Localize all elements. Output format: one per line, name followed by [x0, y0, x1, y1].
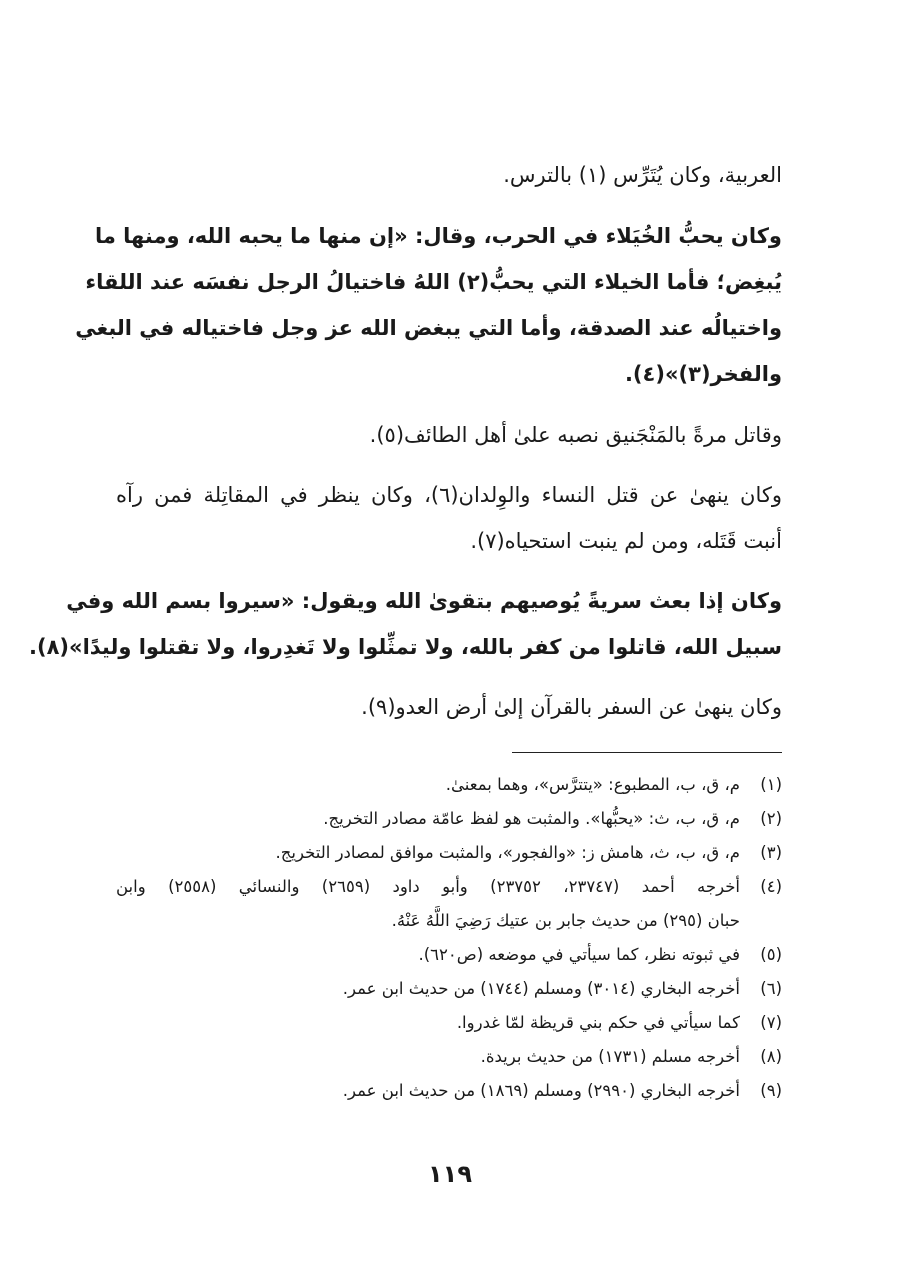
footnote-5: [116, 938, 782, 972]
text-line: والفخر(٣)»(٤).: [624, 362, 782, 386]
paragraph-2-hadith: [75, 213, 782, 351]
footnote-number: (٢): [760, 809, 782, 828]
paragraph-6: [361, 684, 782, 730]
footnote-number: (٧): [760, 1013, 782, 1032]
footnote-text: كما سيأتي في حكم بني قريظة لمّا غدروا.: [456, 1013, 740, 1032]
text-line: وكان يحبُّ الخُيَلاء في الحرب، وقال: «إن منها ما يحبه الله، ومنها ما: [94, 224, 782, 248]
text-line: سبيل الله، قاتلوا من كفر بالله، ولا تمثِّلوا ولا تَغدِروا، ولا تقتلوا وليدًا»(٨).: [29, 635, 782, 659]
footnote-text: أخرجه البخاري (٣٠١٤) ومسلم (١٧٤٤) من حديث ابن عمر.: [342, 979, 740, 998]
text-line: أنبت قَتَله، ومن لم ينبت استحياه(٧).: [470, 529, 782, 553]
footnote-text: م، ق، ب، المطبوع: «يتترَّس»، وهما بمعنىٰ.: [445, 775, 740, 794]
text-line: يُبغِض؛ فأما الخيلاء التي يحبُّ(٢) اللهُ فاختيالُ الرجل نفسَه عند اللقاء: [85, 270, 782, 294]
footnote-number: (٨): [760, 1047, 782, 1066]
footnote-text: في ثبوته نظر، كما سيأتي في موضعه (ص٦٢٠).: [418, 945, 740, 964]
footnote-9: [116, 1074, 782, 1108]
footnote-text: م، ق، ب، ث: «يحبُّها». والمثبت هو لفظ عامّة مصادر التخريج.: [323, 809, 740, 828]
footnote-7: [116, 1006, 782, 1040]
paragraph-4: [116, 472, 782, 518]
footnote-6: [116, 972, 782, 1006]
footnote-2: [116, 802, 782, 836]
text-line: وقاتل مرةً بالمَنْجَنيق نصبه علىٰ أهل الطائف(٥).: [369, 423, 782, 447]
footnote-text: أخرجه مسلم (١٧٣١) من حديث بريدة.: [480, 1047, 740, 1066]
text-line: العربية، وكان يُتَرِّس (١) بالترس.: [503, 163, 782, 187]
footnote-text: [116, 870, 740, 938]
footnote-text: م، ق، ب، ث، هامش ز: «والفجور»، والمثبت موافق لمصادر التخريج.: [275, 843, 740, 862]
footnote-4: [116, 870, 782, 938]
footnote-number: (٩): [760, 1081, 782, 1100]
text-line: وكان إذا بعث سريةً يُوصيهم بتقوىٰ الله ويقول: «سيروا بسم الله وفي: [66, 589, 782, 613]
paragraph-3: [370, 412, 782, 458]
footnote-3: [116, 836, 782, 870]
footnote-text-line: أخرجه أحمد (٢٣٧٤٧، ٢٣٧٥٢) وأبو داود (٢٦٥٩) والنسائي (٢٥٥٨) وابن: [116, 877, 740, 896]
footnote-number: (٤): [760, 877, 782, 896]
paragraph-2-last-line: [625, 351, 782, 397]
text-line: وكان ينهىٰ عن السفر بالقرآن إلىٰ أرض العدو(٩).: [361, 695, 782, 719]
footnote-1: [116, 768, 782, 802]
footnote-number: (٣): [760, 843, 782, 862]
paragraph-5-hadith: [66, 578, 782, 624]
paragraph-5-last-line: [29, 624, 782, 670]
text-line: واختيالُه عند الصدقة، وأما التي يبغض الله عز وجل فاختياله في البغي: [75, 316, 782, 340]
paragraph-1: [503, 152, 782, 198]
footnote-number: (٦): [760, 979, 782, 998]
footnote-8: [116, 1040, 782, 1074]
footnote-number: (١): [760, 775, 782, 794]
footnote-text-line: حبان (٢٩٥) من حديث جابر بن عتيك رَضِيَ اللَّهُ عَنْهُ.: [391, 911, 740, 930]
footnotes: [116, 768, 782, 1108]
footnote-text: أخرجه البخاري (٢٩٩٠) ومسلم (١٨٦٩) من حديث ابن عمر.: [342, 1081, 740, 1100]
footnote-number: (٥): [760, 945, 782, 964]
text-line: وكان ينهىٰ عن قتل النساء والوِلدان(٦)، وكان ينظر في المقاتِلة فمن رآه: [116, 483, 782, 507]
page-number: ١١٩: [428, 1160, 472, 1188]
footnote-separator: [512, 752, 782, 753]
paragraph-4-last-line: [470, 518, 782, 564]
